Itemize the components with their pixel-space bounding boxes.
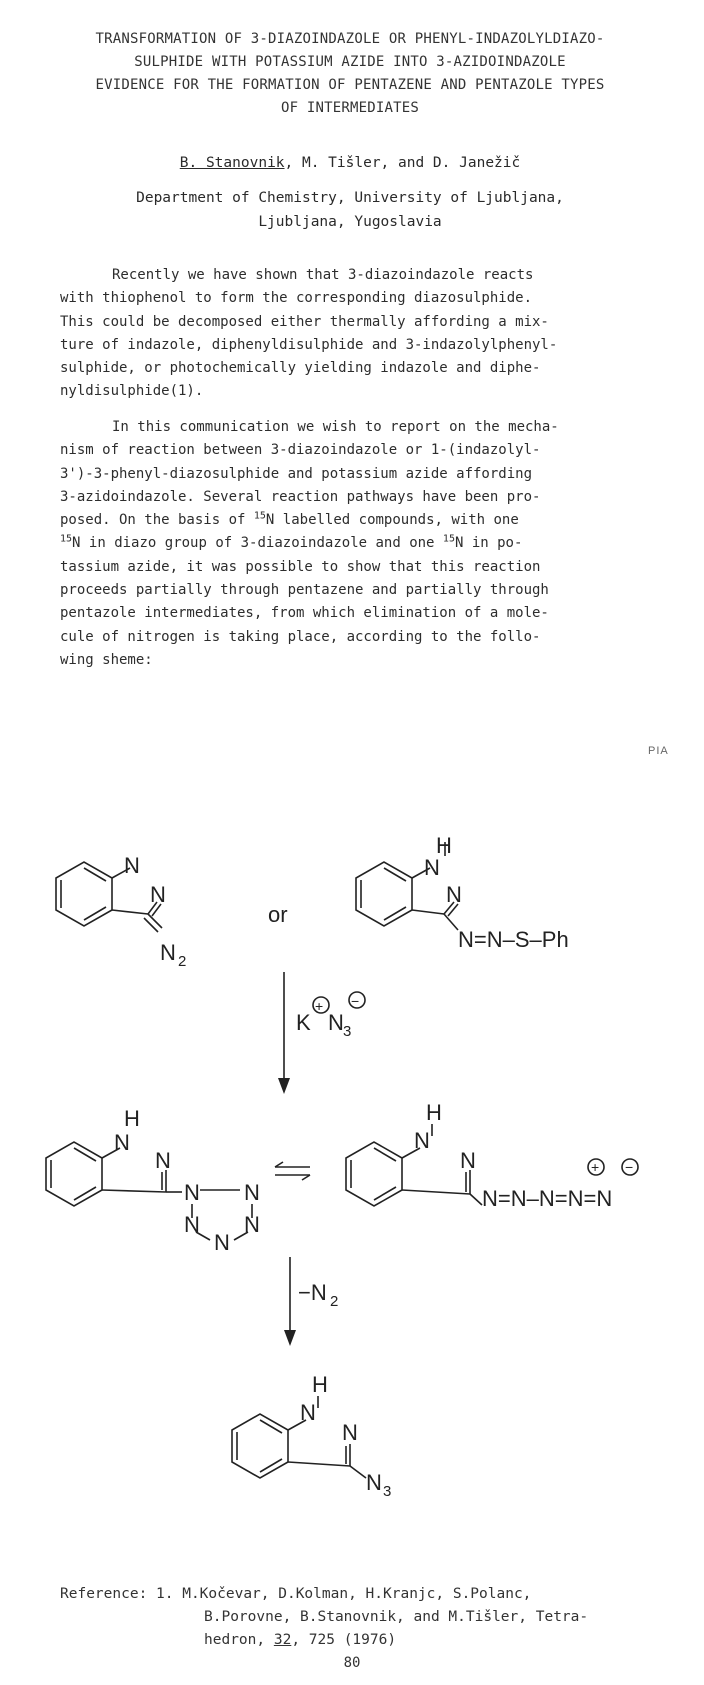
first-author: B. Stanovnik	[179, 155, 285, 171]
text-run: N in diazo group of 3-diazoindazole and one	[72, 535, 443, 552]
arrowhead	[278, 1078, 290, 1094]
isotope-superscript: 15	[253, 510, 266, 522]
paragraph-line: nism of reaction between 3-diazoindazole or 1-(indazolyl-	[60, 442, 541, 459]
atom-label: N	[414, 1128, 430, 1153]
atom-label: N	[184, 1180, 200, 1205]
minus-charge: −	[625, 1159, 634, 1175]
title-line: SULPHIDE WITH POTASSIUM AZIDE INTO 3-AZIDOINDAZOLE	[134, 54, 566, 70]
text-run: posed. On the basis of	[60, 512, 254, 529]
paragraph-line: 3-azidoindazole. Several reaction pathways have been pro-	[60, 488, 541, 505]
paragraph-line: tassium azide, it was possible to show that this reaction	[60, 558, 541, 575]
atom-label: H	[436, 833, 452, 858]
reference-line	[60, 1629, 680, 1652]
atom-label: N	[366, 1470, 382, 1495]
atom-label: H	[426, 1100, 442, 1125]
affiliation-line: Department of Chemistry, University of Ljubljana,	[136, 190, 564, 206]
paragraph-line: proceeds partially through pentazene and partially through	[60, 582, 549, 599]
atom-label: N	[160, 940, 176, 965]
atom-label: N	[124, 853, 140, 878]
paragraph-line: nyldisulphide(1).	[60, 383, 204, 400]
pentazene-chain: N=N–N=N=N	[482, 1186, 613, 1211]
atom-label: N	[460, 1148, 476, 1173]
arrowhead	[284, 1330, 296, 1346]
isotope-superscript: 15	[442, 533, 455, 545]
text-run: N in po-	[454, 535, 523, 552]
or-label: or	[268, 902, 288, 927]
reagent-K: K	[296, 1010, 311, 1035]
title-line: OF INTERMEDIATES	[280, 100, 420, 116]
atom-label: N	[244, 1180, 260, 1205]
affiliation-line: Ljubljana, Yugoslavia	[258, 214, 442, 230]
equilibrium-arrows	[275, 1162, 310, 1180]
paragraph-line: with thiophenol to form the corresponding diazosulphide.	[60, 290, 533, 307]
paragraph-line: wing sheme:	[60, 651, 153, 668]
volume-number: 32	[273, 1632, 292, 1648]
loss-label: −N	[298, 1280, 327, 1305]
subscript: 2	[178, 953, 187, 970]
atom-label: N	[424, 855, 440, 880]
atom-label: N	[150, 882, 166, 907]
text-run: N labelled compounds, with one	[265, 512, 519, 529]
margin-mark: PIA	[648, 745, 669, 757]
reagent-N: N	[328, 1010, 344, 1035]
atom-label: H	[124, 1106, 140, 1131]
paragraph-line: This could be decomposed either thermally affording a mix-	[60, 313, 549, 330]
diazoindazole-structure	[56, 862, 162, 932]
subscript: 3	[343, 1023, 352, 1040]
paragraph-line: cule of nitrogen is taking place, according to the follo-	[60, 628, 541, 645]
paragraph-line: ture of indazole, diphenyldisulphide and 3-indazolylphenyl-	[60, 336, 558, 353]
plus-charge: +	[591, 1159, 600, 1175]
atom-label: N	[114, 1130, 130, 1155]
plus-charge: +	[315, 998, 324, 1014]
other-authors: , M. Tišler, and D. Janežič	[284, 155, 521, 171]
paragraph-line: Recently we have shown that 3-diazoindazole reacts	[112, 267, 534, 283]
pentazolylindazole-structure	[46, 1142, 252, 1240]
atom-label: N	[446, 882, 462, 907]
sulphide-chain: N=N–S–Ph	[458, 927, 569, 952]
atom-label: N	[214, 1230, 230, 1255]
title-line: TRANSFORMATION OF 3-DIAZOINDAZOLE OR PHENYL-INDAZOLYLDIAZO-	[95, 31, 605, 47]
paragraph-line: In this communication we wish to report on the mecha-	[112, 419, 559, 435]
isotope-superscript: 15	[60, 533, 73, 545]
subscript: 2	[330, 1293, 339, 1310]
paragraph-line: 3')-3-phenyl-diazosulphide and potassium azide affording	[60, 465, 533, 482]
paragraph-line: pentazole intermediates, from which elimination of a mole-	[60, 605, 549, 622]
reference-line: Reference: 1. M.Kočevar, D.Kolman, H.Kranjc, S.Polanc,	[60, 1586, 532, 1602]
minus-charge: −	[351, 993, 360, 1009]
text-run: , 725 (1976)	[291, 1632, 397, 1648]
page-number: 80	[343, 1655, 361, 1671]
atom-label: N	[155, 1148, 171, 1173]
atom-label: N	[300, 1400, 316, 1425]
subscript: 3	[383, 1483, 392, 1500]
atom-label: H	[312, 1372, 328, 1397]
reference-line: B.Porovne, B.Stanovnik, and M.Tišler, Tetra-	[204, 1609, 589, 1625]
atom-label: N	[184, 1212, 200, 1237]
title-line: EVIDENCE FOR THE FORMATION OF PENTAZENE AND PENTAZOLE TYPES	[95, 77, 605, 93]
paragraph-line: sulphide, or photochemically yielding indazole and diphe-	[60, 360, 541, 377]
atom-label: N	[244, 1212, 260, 1237]
reference-list	[60, 1583, 680, 1652]
text-run: hedron,	[204, 1632, 274, 1648]
atom-label: N	[342, 1420, 358, 1445]
